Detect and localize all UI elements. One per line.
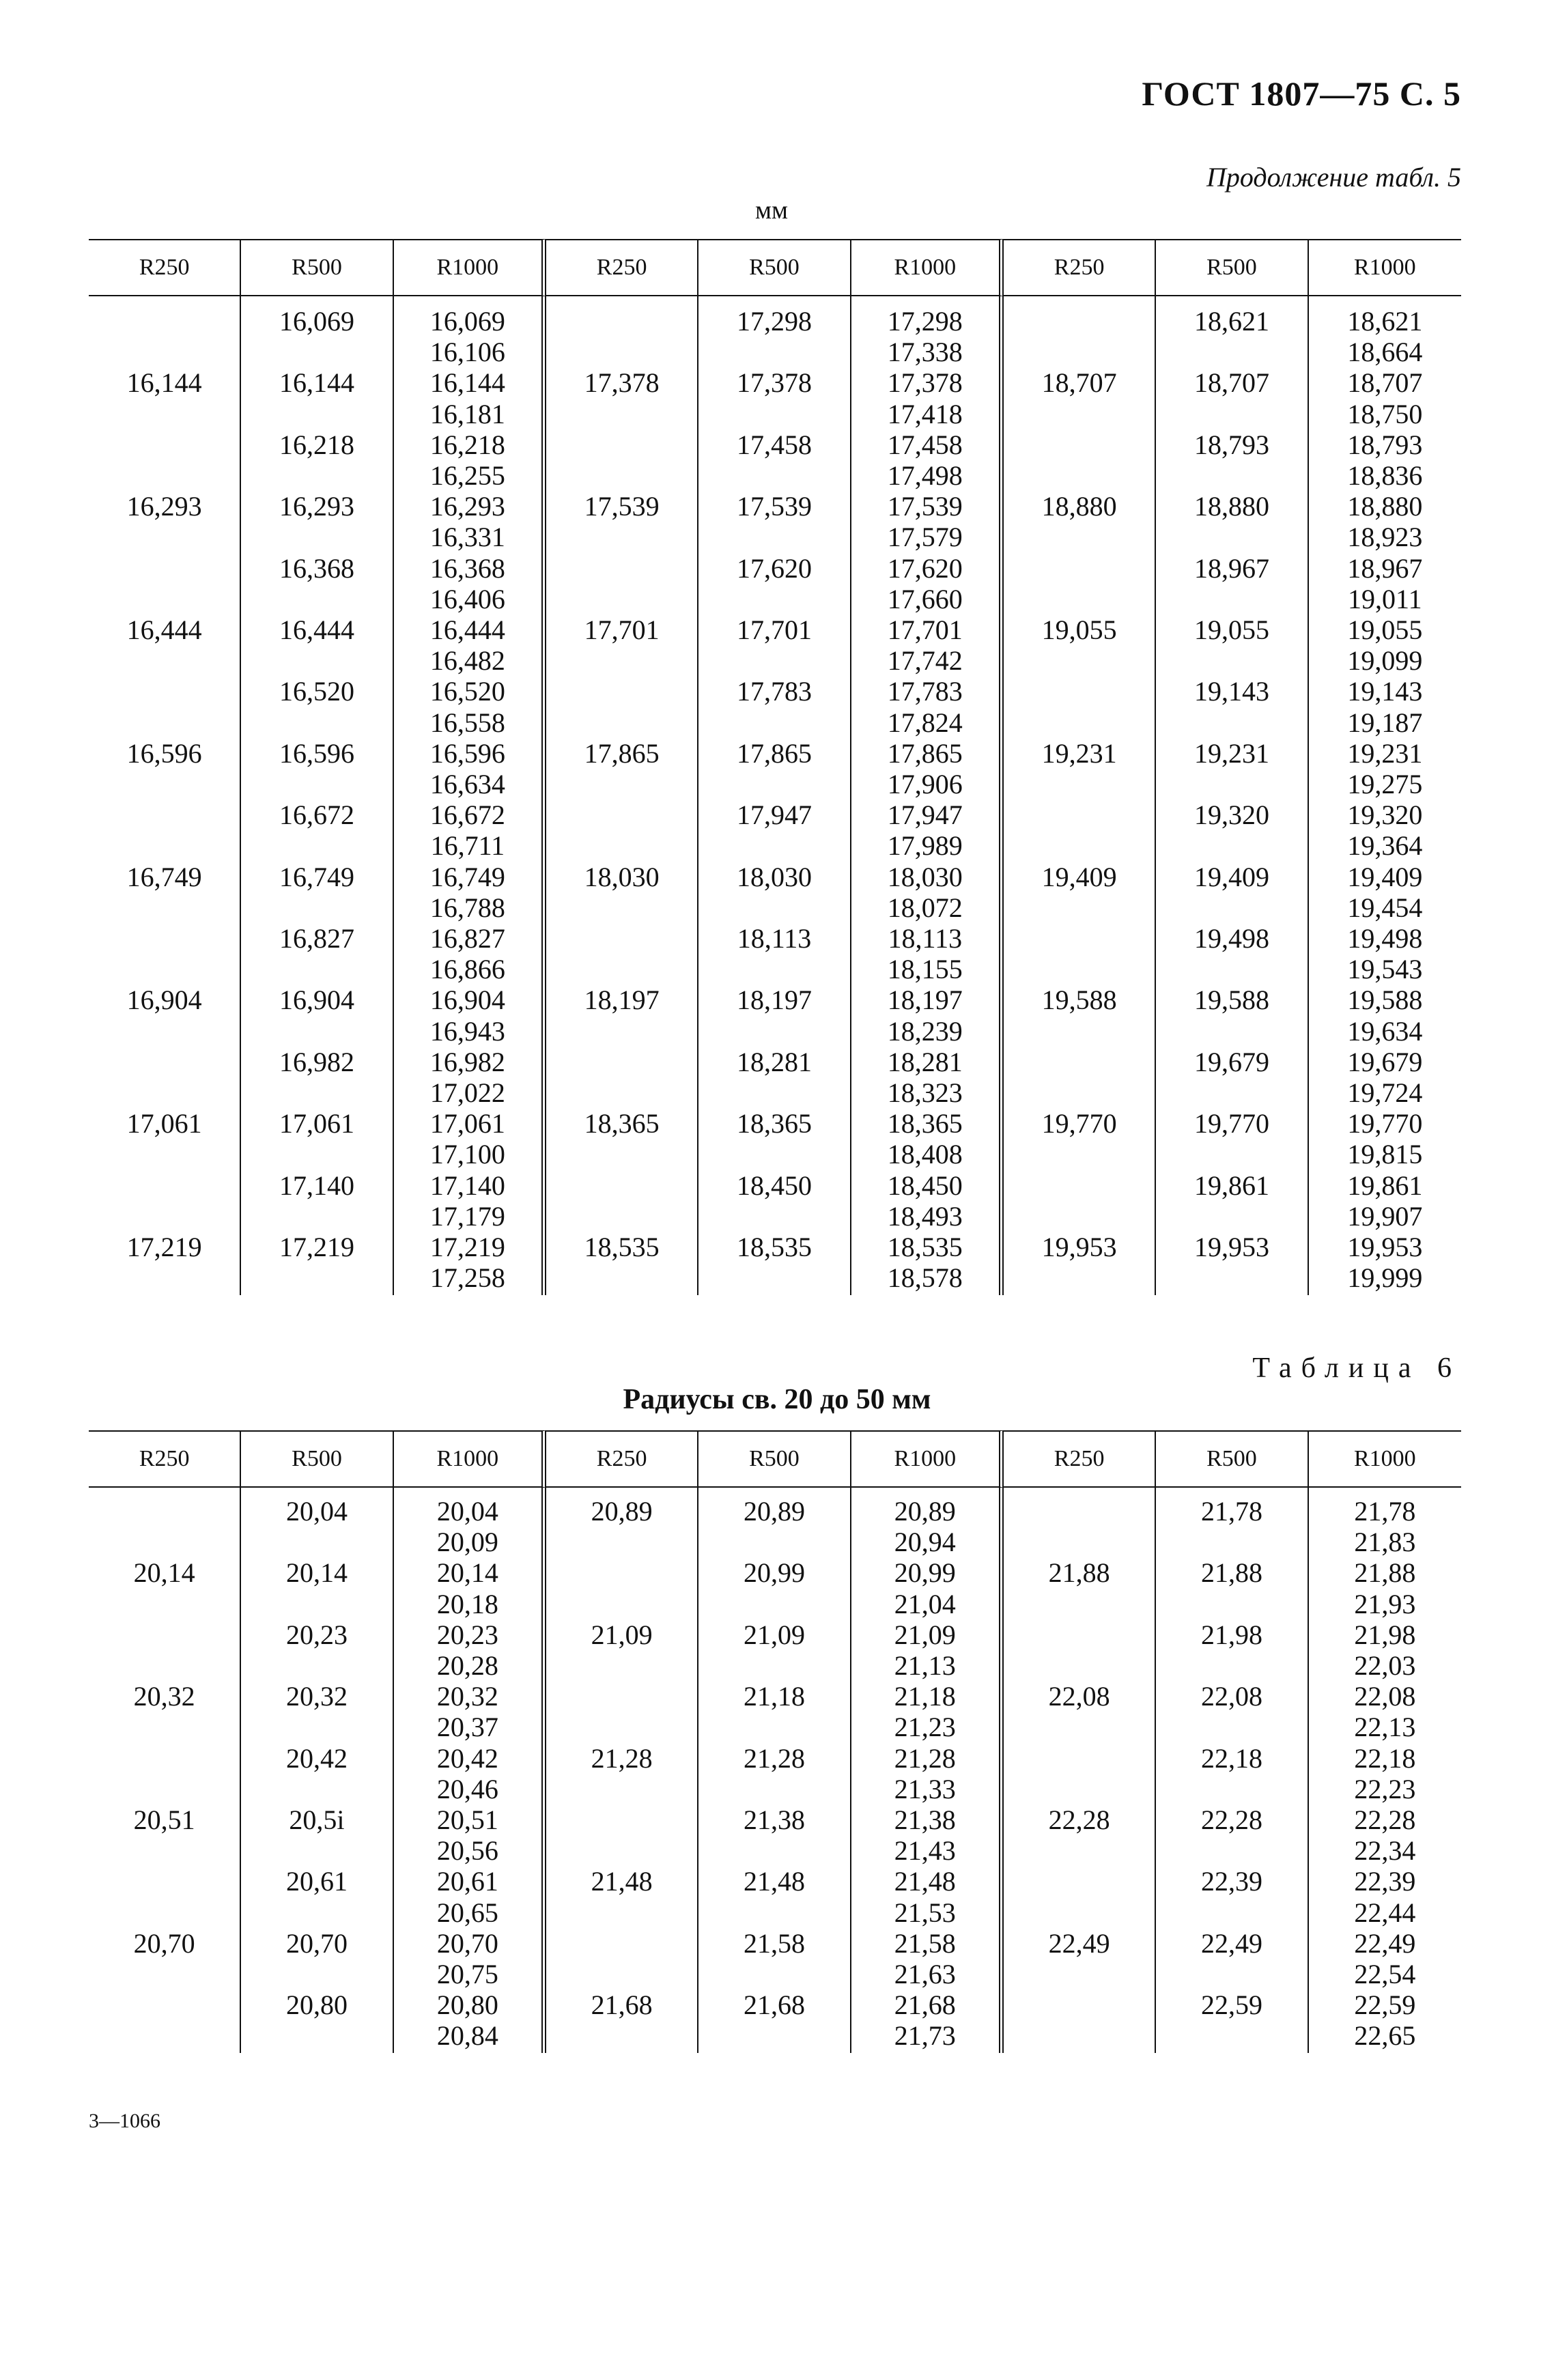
print-code: 3—1066: [89, 2110, 160, 2132]
column-header: R250: [1004, 239, 1156, 296]
column-header: R250: [89, 239, 241, 296]
table-continuation-label: Продолжение табл. 5: [1206, 162, 1461, 193]
table-column-values: 18,621 18,664 18,707 18,750 18,793 18,836 18,880 18,923 18,967 19,011 19,055 19,099 19,143 19,187 19,231 19,275 19,320 19,364 19,409 19,454 19,498 19,543 19,588 19,634 19,679 19,724 19,770 19,815 19,861 19,907 19,953 19,999: [1347, 306, 1423, 1294]
column-header: R500: [241, 1430, 393, 1488]
table-column-values: 20,89 20,99 21,09 21,18 21,28 21,38 21,48 21,58 21,68: [698, 1488, 851, 2053]
column-header: R500: [1156, 1430, 1308, 1488]
table-column-values: 21,78 21,83 21,88 21,93 21,98 22,03 22,08 22,13 22,18 22,23 22,28 22,34 22,39 22,44 22,49 22,54 22,59 22,65: [1354, 1496, 1416, 2052]
table-column-values: 20,89 21,09 21,28 21,48 21,68: [546, 1488, 698, 2053]
column-header: R1000: [394, 1430, 546, 1488]
table-column-values: 21,88 22,08 22,28 22,49: [1004, 1488, 1156, 2053]
column-header: R250: [1004, 1430, 1156, 1488]
column-header: R500: [698, 239, 851, 296]
page-header: ГОСТ 1807—75 С. 5: [1142, 74, 1461, 113]
table-column-values: 18,621 18,707 18,793 18,880 18,967 19,055 19,143 19,231 19,320 19,409 19,498 19,588 19,679 19,770 19,861 19,953: [1156, 296, 1308, 1295]
radius-table-5: [89, 239, 1461, 1295]
table-number-label: Таблица 6: [1252, 1352, 1461, 1384]
column-header: R1000: [1309, 239, 1461, 296]
table-column-values: 17,298 17,378 17,458 17,539 17,620 17,701 17,783 17,865 17,947 18,030 18,113 18,197 18,281 18,365 18,450 18,535: [698, 296, 851, 1295]
table-column-values: 17,298 17,338 17,378 17,418 17,458 17,498 17,539 17,579 17,620 17,660 17,701 17,742 17,783 17,824 17,865 17,906 17,947 17,989 18,030 18,072 18,113 18,155 18,197 18,239 18,281 18,323 18,365 18,408 18,450 18,493 18,535 18,578: [851, 296, 1004, 1295]
column-header: R500: [698, 1430, 851, 1488]
column-header: R250: [546, 1430, 698, 1488]
column-header: R250: [89, 1430, 241, 1488]
table-column-values: 20,04 20,14 20,23 20,32 20,42 20,5i 20,61 20,70 20,80: [241, 1488, 393, 2053]
table-column-values: 17,378 17,539 17,701 17,865 18,030 18,197 18,365 18,535: [546, 296, 698, 1295]
table-header-row: [89, 239, 1461, 296]
table-body-row: [89, 296, 1461, 1295]
table-column-values: 16,069 16,106 16,144 16,181 16,218 16,255 16,293 16,331 16,368 16,406 16,444 16,482 16,520 16,558 16,596 16,634 16,672 16,711 16,749 16,788 16,827 16,866 16,904 16,943 16,982 17,022 17,061 17,100 17,140 17,179 17,219 17,258: [394, 296, 546, 1295]
column-header: R1000: [394, 239, 546, 296]
table-body-row: [89, 1488, 1461, 2053]
table-title: Радиусы св. 20 до 50 мм: [623, 1384, 931, 1415]
table-column-values: 20,14 20,32 20,51 20,70: [89, 1488, 241, 2053]
column-header: R500: [1156, 239, 1308, 296]
column-header: R250: [546, 239, 698, 296]
table-column-values: 16,069 16,144 16,218 16,293 16,368 16,444 16,520 16,596 16,672 16,749 16,827 16,904 16,982 17,061 17,140 17,219: [241, 296, 393, 1295]
table-column-values: 20,89 20,94 20,99 21,04 21,09 21,13 21,18 21,23 21,28 21,33 21,38 21,43 21,48 21,53 21,58 21,63 21,68 21,73: [851, 1488, 1004, 2053]
radius-table-6: [89, 1430, 1461, 2053]
column-header: R1000: [851, 239, 1004, 296]
column-header: R1000: [1309, 1430, 1461, 1488]
column-header: R1000: [851, 1430, 1004, 1488]
table-header-row: [89, 1430, 1461, 1488]
unit-label: мм: [754, 196, 789, 225]
table-column-values: 20,04 20,09 20,14 20,18 20,23 20,28 20,32 20,37 20,42 20,46 20,51 20,56 20,61 20,65 20,70 20,75 20,80 20,84: [394, 1488, 546, 2053]
table-column-values: 18,707 18,880 19,055 19,231 19,409 19,588 19,770 19,953: [1004, 296, 1156, 1295]
table-column-values: 21,78 21,88 21,98 22,08 22,18 22,28 22,39 22,49 22,59: [1156, 1488, 1308, 2053]
column-header: R500: [241, 239, 393, 296]
table-column-values: 16,144 16,293 16,444 16,596 16,749 16,904 17,061 17,219: [89, 296, 241, 1295]
